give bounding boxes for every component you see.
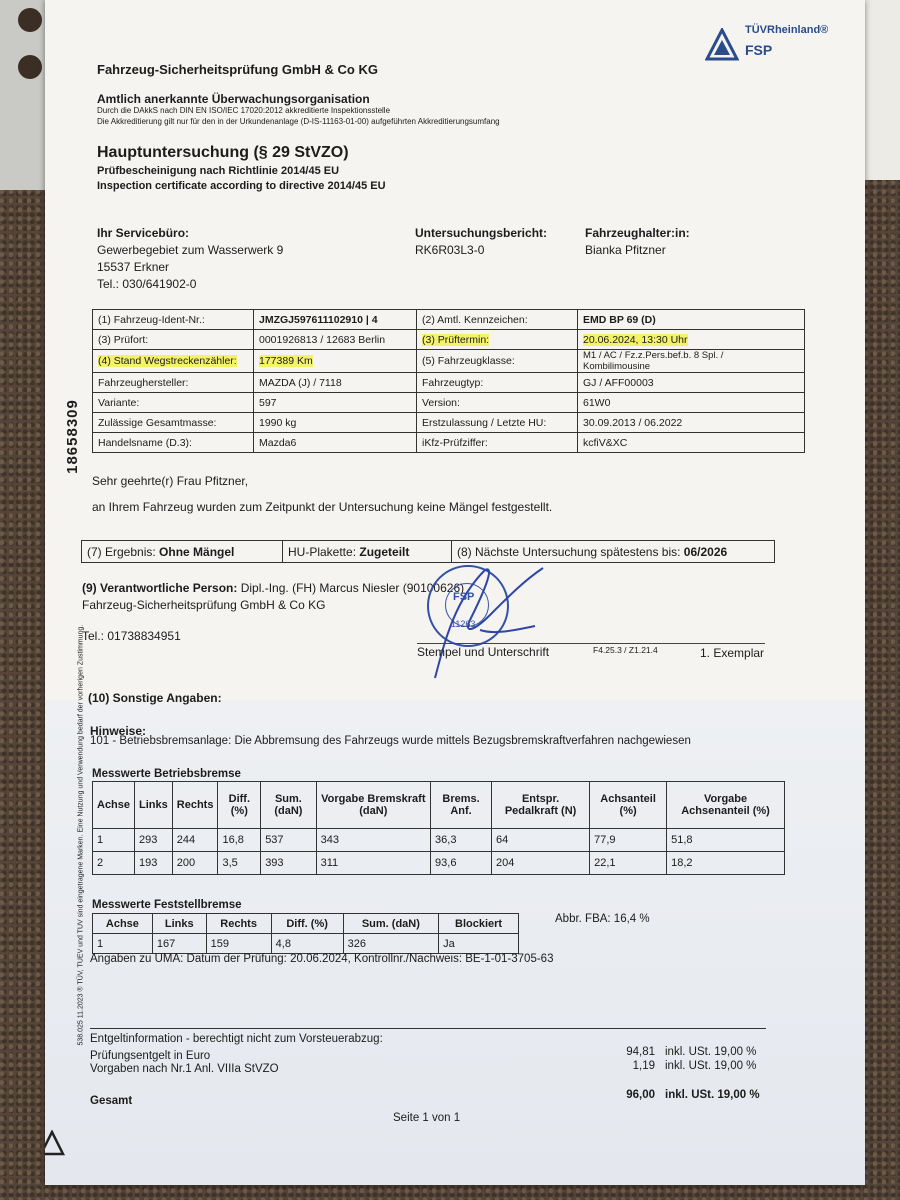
table-cell: 4,8 — [271, 934, 343, 954]
notes-text: 101 - Betriebsbremsanlage: Die Abbremsung des Fahrzeugs wurde mittels Bezugsbremskraftverfahren nachgewiesen — [90, 735, 691, 747]
responsible-company: Fahrzeug-Sicherheitsprüfung GmbH & Co KG — [82, 598, 326, 612]
table-cell: 18,2 — [667, 852, 785, 875]
table-cell-value: EMD BP 69 (D) — [578, 310, 805, 330]
highlighted-text: 20.06.2024, 13:30 Uhr — [583, 333, 688, 346]
signature-mark — [425, 560, 555, 690]
responsible-name: Dipl.-Ing. (FH) Marcus Niesler (90100626) — [240, 581, 465, 595]
table-cell-value — [254, 350, 417, 373]
table-cell: 64 — [492, 829, 590, 852]
column-header: Links — [135, 782, 173, 829]
table-cell-label: Version: — [417, 393, 578, 413]
highlighted-text: (4) Stand Wegstreckenzähler: — [98, 355, 237, 367]
plaque-label: HU-Plakette: — [288, 544, 357, 559]
column-header: Achse — [93, 914, 153, 934]
fee-amount: 94,81 — [626, 1046, 655, 1058]
table-cell: 343 — [316, 829, 430, 852]
stamp-label: FSP — [453, 591, 475, 603]
table-cell: 393 — [261, 852, 316, 875]
table-cell: Ja — [439, 934, 519, 954]
logo-brand: TÜVRheinland® — [745, 24, 829, 36]
accreditation-line: Durch die DAkkS nach DIN EN ISO/IEC 17020:2012 akkreditierte Inspektionsstelle — [97, 106, 391, 115]
triangle-logo-icon — [45, 1130, 65, 1156]
signature-label: Stempel und Unterschrift — [417, 645, 550, 659]
total-tax: inkl. USt. 19,00 % — [665, 1089, 760, 1101]
column-header: Rechts — [172, 782, 218, 829]
subtitle-de: Prüfbescheinigung nach Richtlinie 2014/45 EU — [97, 165, 340, 177]
table-row — [93, 350, 805, 373]
table-cell-label — [417, 330, 578, 350]
result-label: (7) Ergebnis: — [87, 544, 156, 559]
table-row — [93, 330, 805, 350]
table-row — [93, 393, 805, 413]
table-cell: 77,9 — [590, 829, 667, 852]
responsible-line — [82, 581, 464, 595]
table-row — [93, 310, 805, 330]
parking-brake-title: Messwerte Feststellbremse — [92, 899, 242, 911]
table-header-row — [93, 782, 785, 829]
table-header-row — [93, 914, 519, 934]
table-cell: 326 — [343, 934, 439, 954]
vehicle-class-line: Kombilimousine — [583, 361, 651, 372]
table-cell-label: Handelsname (D.3): — [93, 433, 254, 453]
table-cell-value: 0001926813 / 12683 Berlin — [254, 330, 417, 350]
letter-body: an Ihrem Fahrzeug wurden zum Zeitpunkt der Untersuchung keine Mängel festgestellt. — [92, 500, 553, 514]
report-number: RK6R03L3-0 — [415, 243, 485, 257]
other-info-label: (10) Sonstige Angaben: — [88, 691, 222, 705]
table-cell-label: iKfz-Prüfziffer: — [417, 433, 578, 453]
page-title: Hauptuntersuchung (§ 29 StVZO) — [97, 144, 349, 161]
uma-info: Angaben zu UMA: Datum der Prüfung: 20.06.2024, Kontrollnr./Nachweis: BE-1-01-3705-63 — [90, 953, 554, 965]
table-cell-label: Fahrzeughersteller: — [93, 373, 254, 393]
stamp-number: 11263 — [451, 619, 476, 629]
responsible-phone: Tel.: 01738834951 — [82, 629, 181, 643]
report-label: Untersuchungsbericht: — [415, 226, 548, 240]
service-office-label: Ihr Servicebüro: — [97, 226, 190, 240]
form-code: F4.25.3 / Z1.21.4 — [593, 645, 658, 655]
table-cell-label — [93, 350, 254, 373]
column-header: Vorgabe Bremskraft (daN) — [316, 782, 430, 829]
vehicle-data-table — [92, 309, 805, 453]
table-cell-value — [578, 330, 805, 350]
column-header: Sum. (daN) — [343, 914, 439, 934]
table-row — [93, 433, 805, 453]
org-title: Amtlich anerkannte Überwachungsorganisation — [97, 92, 370, 106]
table-cell-label: (3) Prüfort: — [93, 330, 254, 350]
punch-hole — [18, 55, 42, 79]
table-cell: 51,8 — [667, 829, 785, 852]
table-cell: 204 — [492, 852, 590, 875]
highlighted-text: 177389 Km — [259, 355, 313, 367]
column-header: Diff. (%) — [271, 914, 343, 934]
fee-tax: inkl. USt. 19,00 % — [665, 1046, 757, 1058]
table-cell-label: (2) Amtl. Kennzeichen: — [417, 310, 578, 330]
column-header: Diff. (%) — [218, 782, 261, 829]
table-cell-label: Zulässige Gesamtmasse: — [93, 413, 254, 433]
holder-name: Bianka Pfitzner — [585, 243, 666, 257]
triangle-logo-icon — [705, 28, 739, 62]
table-cell-label: Variante: — [93, 393, 254, 413]
result-cell — [82, 541, 283, 563]
service-office-line: Gewerbegebiet zum Wasserwerk 9 — [97, 243, 284, 257]
column-header: Rechts — [206, 914, 271, 934]
total-label: Gesamt — [90, 1095, 133, 1107]
table-cell-value: MAZDA (J) / 7118 — [254, 373, 417, 393]
table-cell: 200 — [172, 852, 218, 875]
column-header: Sum. (daN) — [261, 782, 316, 829]
service-office — [97, 226, 283, 291]
table-cell: 16,8 — [218, 829, 261, 852]
company-name: Fahrzeug-Sicherheitsprüfung GmbH & Co KG — [97, 62, 378, 77]
table-cell-label: (5) Fahrzeugklasse: — [417, 350, 578, 373]
accreditation-line: Die Akkreditierung gilt nur für den in der Urkundenanlage (D-IS-11163-01-00) aufgeführten Akkreditierungsumfang — [97, 117, 500, 126]
fee-tax: inkl. USt. 19,00 % — [665, 1060, 757, 1072]
column-header: Entspr. Pedalkraft (N) — [492, 782, 590, 829]
fees-divider — [90, 1028, 766, 1029]
result-value: Ohne Mängel — [159, 544, 235, 559]
highlighted-text: (3) Prüftermin: — [422, 333, 490, 346]
table-cell-label: (1) Fahrzeug-Ident-Nr.: — [93, 310, 254, 330]
table-cell: 167 — [152, 934, 206, 954]
column-header: Achse — [93, 782, 135, 829]
page-number: Seite 1 von 1 — [393, 1112, 461, 1124]
logo-sub: FSP — [745, 42, 773, 58]
table-row — [93, 852, 785, 875]
subtitle-en: Inspection certificate according to directive 2014/45 EU — [97, 180, 386, 192]
service-office-line: 15537 Erkner — [97, 260, 170, 274]
fee-label: Vorgaben nach Nr.1 Anl. VIIIa StVZO — [90, 1063, 279, 1075]
table-cell-value — [578, 350, 805, 373]
column-header: Links — [152, 914, 206, 934]
table-cell-value: JMZGJ597611102910 | 4 — [254, 310, 417, 330]
table-cell: 36,3 — [431, 829, 492, 852]
table-cell-label: Erstzulassung / Letzte HU: — [417, 413, 578, 433]
table-cell: 293 — [135, 829, 173, 852]
table-cell-value: 597 — [254, 393, 417, 413]
table-row — [93, 373, 805, 393]
table-cell-value: 61W0 — [578, 393, 805, 413]
fees-info: Entgeltinformation - berechtigt nicht zum Vorsteuerabzug: — [90, 1033, 383, 1045]
column-header: Vorgabe Achsenanteil (%) — [667, 782, 785, 829]
table-cell-label: Fahrzeugtyp: — [417, 373, 578, 393]
table-row — [93, 413, 805, 433]
table-cell: 1 — [93, 934, 153, 954]
table-cell: 22,1 — [590, 852, 667, 875]
fba-value: Abbr. FBA: 16,4 % — [555, 913, 650, 925]
table-cell: 193 — [135, 852, 173, 875]
table-cell-value: 1990 kg — [254, 413, 417, 433]
next-inspection-label: (8) Nächste Untersuchung spätestens bis: — [457, 544, 681, 559]
table-cell-value: kcfiV&XC — [578, 433, 805, 453]
parking-brake-table — [92, 913, 519, 954]
responsible-label: (9) Verantwortliche Person: — [82, 581, 238, 595]
service-brake-title: Messwerte Betriebsbremse — [92, 768, 241, 780]
fee-amount: 1,19 — [632, 1060, 655, 1072]
table-cell-value: GJ / AFF00003 — [578, 373, 805, 393]
holder-label: Fahrzeughalter:in: — [585, 226, 690, 240]
table-cell: 159 — [206, 934, 271, 954]
notes-label: Hinweise: — [90, 724, 147, 738]
report-info — [415, 226, 547, 257]
vehicle-class-line: M1 / AC / Fz.z.Pers.bef.b. 8 Spl. / — [583, 350, 724, 361]
holder-info — [585, 226, 690, 257]
copy-label: 1. Exemplar — [700, 646, 765, 660]
column-header: Achsanteil (%) — [590, 782, 667, 829]
service-office-phone: Tel.: 030/641902-0 — [97, 277, 197, 291]
serial-number: 18658309 — [63, 399, 81, 474]
inspection-certificate — [45, 0, 865, 1185]
table-cell: 537 — [261, 829, 316, 852]
table-cell: 311 — [316, 852, 430, 875]
column-header: Brems. Anf. — [431, 782, 492, 829]
total-amount: 96,00 — [626, 1089, 655, 1101]
service-brake-table — [92, 781, 785, 875]
punch-hole — [18, 8, 42, 32]
signature-line — [417, 643, 765, 644]
table-row — [93, 829, 785, 852]
fee-label: Prüfungsentgelt in Euro — [90, 1050, 211, 1062]
table-row — [93, 934, 519, 954]
legal-note: 538.025 11.2023 ® TÜV, TUEV und TUV sind eingetragene Marken. Eine Nutzung und Verwendung bedarf der vorherigen Zustimmung. — [77, 624, 85, 1046]
table-cell: 3,5 — [218, 852, 261, 875]
table-cell-value: 30.09.2013 / 06.2022 — [578, 413, 805, 433]
next-inspection-date: 06/2026 — [683, 544, 728, 559]
table-cell: 1 — [93, 829, 135, 852]
table-cell: 244 — [172, 829, 218, 852]
table-cell: 93,6 — [431, 852, 492, 875]
column-header: Blockiert — [439, 914, 519, 934]
table-cell: 2 — [93, 852, 135, 875]
plaque-value: Zugeteilt — [359, 544, 410, 559]
table-cell-value: Mazda6 — [254, 433, 417, 453]
greeting: Sehr geehrte(r) Frau Pfitzner, — [92, 474, 249, 488]
